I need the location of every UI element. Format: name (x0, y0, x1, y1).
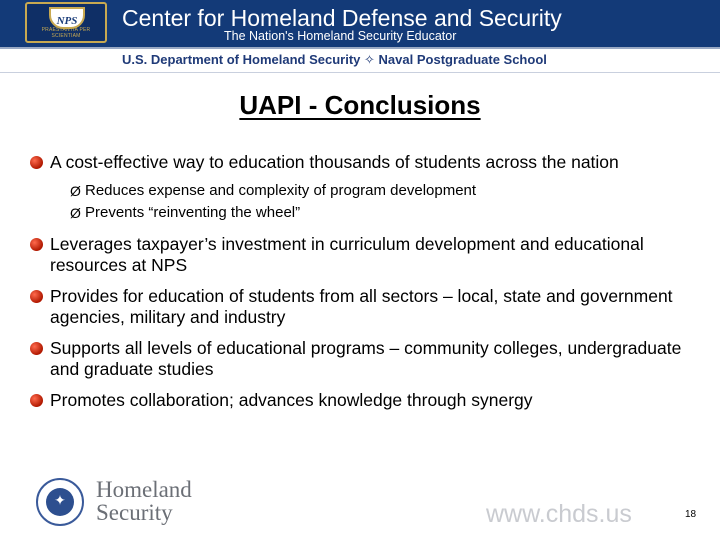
seal-center (46, 488, 74, 516)
sub-bullet-item (50, 180, 690, 202)
sub-bullet-text: Prevents “reinventing the wheel” (85, 204, 301, 221)
bullet-item (30, 338, 690, 380)
bullet-text: A cost-effective way to education thousands of students across the nation (50, 152, 619, 172)
dhs-wordmark (96, 478, 192, 524)
header-banner (0, 0, 720, 47)
banner-divider (0, 47, 720, 49)
bullet-dot-icon (30, 238, 43, 251)
sub-bullet-text: Reduces expense and complexity of program development (85, 182, 477, 199)
logo-text: NPS (56, 15, 78, 27)
sub-bullet-item (50, 202, 690, 224)
dhs-seal-icon (36, 478, 84, 526)
bullet-dot-icon (30, 342, 43, 355)
bullet-item (30, 390, 690, 411)
slide-title-container (0, 90, 720, 121)
bullet-dot-icon (30, 394, 43, 407)
dept-left: U.S. Department of Homeland Security (122, 52, 361, 67)
eagle-icon: ✦ (54, 492, 66, 508)
shield-icon (49, 7, 85, 29)
nps-logo (25, 2, 107, 43)
bullet-text: Leverages taxpayer’s investment in curriculum development and educational resources at NPS (50, 234, 644, 275)
bullet-dot-icon (30, 290, 43, 303)
bullet-item (30, 152, 690, 224)
bullet-item (30, 286, 690, 328)
website-url: www.chds.us (486, 500, 632, 528)
dhs-line2: Security (96, 500, 173, 525)
header-rule (0, 72, 720, 73)
bullet-list (30, 152, 690, 421)
arrow-bullet-icon: Ø (70, 205, 81, 221)
bullet-item (30, 234, 690, 276)
bullet-dot-icon (30, 156, 43, 169)
center-subtitle: The Nation's Homeland Security Educator (224, 29, 457, 43)
sub-bullet-list (50, 180, 690, 224)
arrow-bullet-icon: Ø (70, 183, 81, 199)
bullet-text: Provides for education of students from all sectors – local, state and government agencies, military and industry (50, 286, 673, 327)
dept-right: Naval Postgraduate School (378, 52, 547, 67)
bullet-text: Supports all levels of educational programs – community colleges, undergraduate and graduate studies (50, 338, 682, 379)
logo-motto: PRAESTANTIA PER SCIENTIAM (41, 27, 91, 39)
dhs-line1: Homeland (96, 477, 192, 502)
center-title: Center for Homeland Defense and Security (122, 5, 562, 31)
star-separator-icon: ✧ (364, 52, 375, 67)
bullet-text: Promotes collaboration; advances knowledge through synergy (50, 390, 533, 410)
department-line (122, 52, 547, 68)
page-number: 18 (685, 509, 697, 520)
slide-title: UAPI - Conclusions (239, 90, 481, 120)
